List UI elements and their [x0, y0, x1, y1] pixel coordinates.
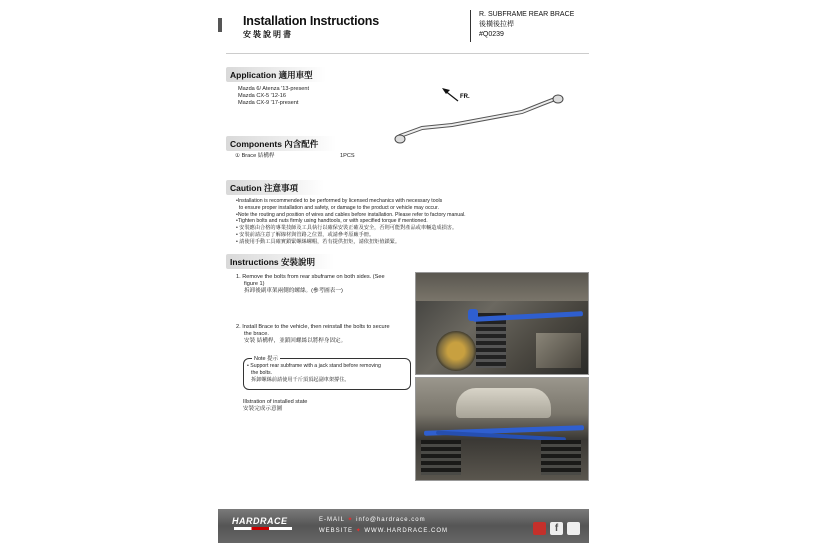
- illustration-caption: [243, 399, 307, 413]
- caution-line: • 安裝前請注意了解線材與管路之位置，或請參考原廠手冊。: [236, 231, 375, 238]
- website-row: WEBSITE ✦ WWW.HARDRACE.COM: [319, 528, 449, 534]
- step-2-text-cont: the brace.: [244, 331, 269, 338]
- page-title: Installation Instructions: [243, 14, 379, 28]
- caution-line: • 請使用手動工具確實鎖緊螺絲螺帽，若有提供扭矩，請依扭矩值鎖緊。: [236, 238, 401, 245]
- caution-list: [236, 198, 466, 246]
- application-line: Mazda CX-5 '12-16: [238, 93, 287, 100]
- product-name: R. SUBFRAME REAR BRACE: [479, 11, 575, 18]
- header-accent-bar: [218, 18, 222, 32]
- caution-line: •Note the routing and position of wires and cables before installation. Please refer to factory manual.: [236, 211, 466, 218]
- illustration-caption-zh: 安裝完成示意圖: [243, 406, 283, 413]
- note-content: [247, 363, 409, 383]
- application-heading: Application 適用車型: [226, 67, 326, 82]
- hardrace-logo: [232, 516, 292, 532]
- website-link[interactable]: WWW.HARDRACE.COM: [364, 528, 449, 534]
- caution-line: •Tighten bolts and nuts firmly using handtools, or with specified torque if mentioned.: [236, 218, 428, 225]
- page-title-zh: 安裝說明書: [243, 30, 293, 39]
- caution-line: • 安裝應由合格的專業技師及工具執行以確保安裝正確及安全，否則可能對產品或車輛造成損害。: [236, 225, 458, 232]
- step-2-text-zh: 安裝 結構桿，並鎖回螺絲以將桿身固定。: [244, 338, 347, 345]
- brace-drawing: [392, 84, 572, 154]
- facebook-icon[interactable]: f: [550, 522, 563, 535]
- front-arrow-icon: [442, 88, 458, 101]
- youtube-icon[interactable]: [533, 522, 546, 535]
- step-1: [236, 274, 414, 296]
- installed-state-photo: [415, 377, 589, 481]
- front-arrow-label: FR.: [460, 94, 470, 100]
- figure-1-photo: [415, 272, 589, 375]
- caution-heading: Caution 注意事項: [226, 180, 324, 195]
- component-item: ① Brace 結構桿: [235, 153, 275, 159]
- step-1-text: 1. Remove the bolts from rear sbuframe on both sides. (See: [236, 274, 385, 280]
- step-2-text: 2. Install Brace to the vehicle, then reinstall the bolts to secure: [236, 324, 390, 330]
- logo-text: HARDRACE: [232, 516, 288, 526]
- email-row: E-MAIL ✦ info@hardrace.com: [319, 517, 426, 523]
- application-line: Mazda CX-9 '17-present: [238, 100, 299, 107]
- caution-line: •Installation is recommended to be performed by licensed mechanics with necessary tools: [236, 198, 443, 204]
- application-line: Mazda 6/ Atenza '13-present: [238, 86, 310, 92]
- step-2: [236, 324, 416, 346]
- part-number: #Q0239: [479, 31, 504, 38]
- caution-line: to ensure proper installation and safety, or damage to the product or vehicle may occur.: [236, 204, 439, 211]
- email-link[interactable]: info@hardrace.com: [356, 517, 426, 523]
- wechat-icon[interactable]: [567, 522, 580, 535]
- note-text-zh: 拆卸螺絲前請使用千斤頂頂起副車架撐住。: [251, 376, 350, 383]
- instructions-heading: Instructions 安裝說明: [226, 254, 334, 269]
- product-name-zh: 後橫後拉桿: [479, 21, 514, 28]
- component-qty: 1PCS: [340, 153, 355, 159]
- note-label: Note 提示: [254, 356, 279, 362]
- note-text-cont: the bolts.: [251, 369, 273, 376]
- note-text: • Support rear subframe with a jack stand before removing: [247, 363, 381, 369]
- application-list: [238, 86, 309, 108]
- step-1-text-zh: 拆卸後副車架兩側的螺絲。(參考圖表一): [244, 288, 343, 295]
- product-info: [470, 10, 598, 42]
- header-divider: [226, 53, 589, 54]
- illustration-caption-en: Illstration of installed state: [243, 399, 308, 405]
- components-heading: Components 內含配件: [226, 136, 336, 151]
- step-1-text-cont: figure 1): [244, 281, 265, 288]
